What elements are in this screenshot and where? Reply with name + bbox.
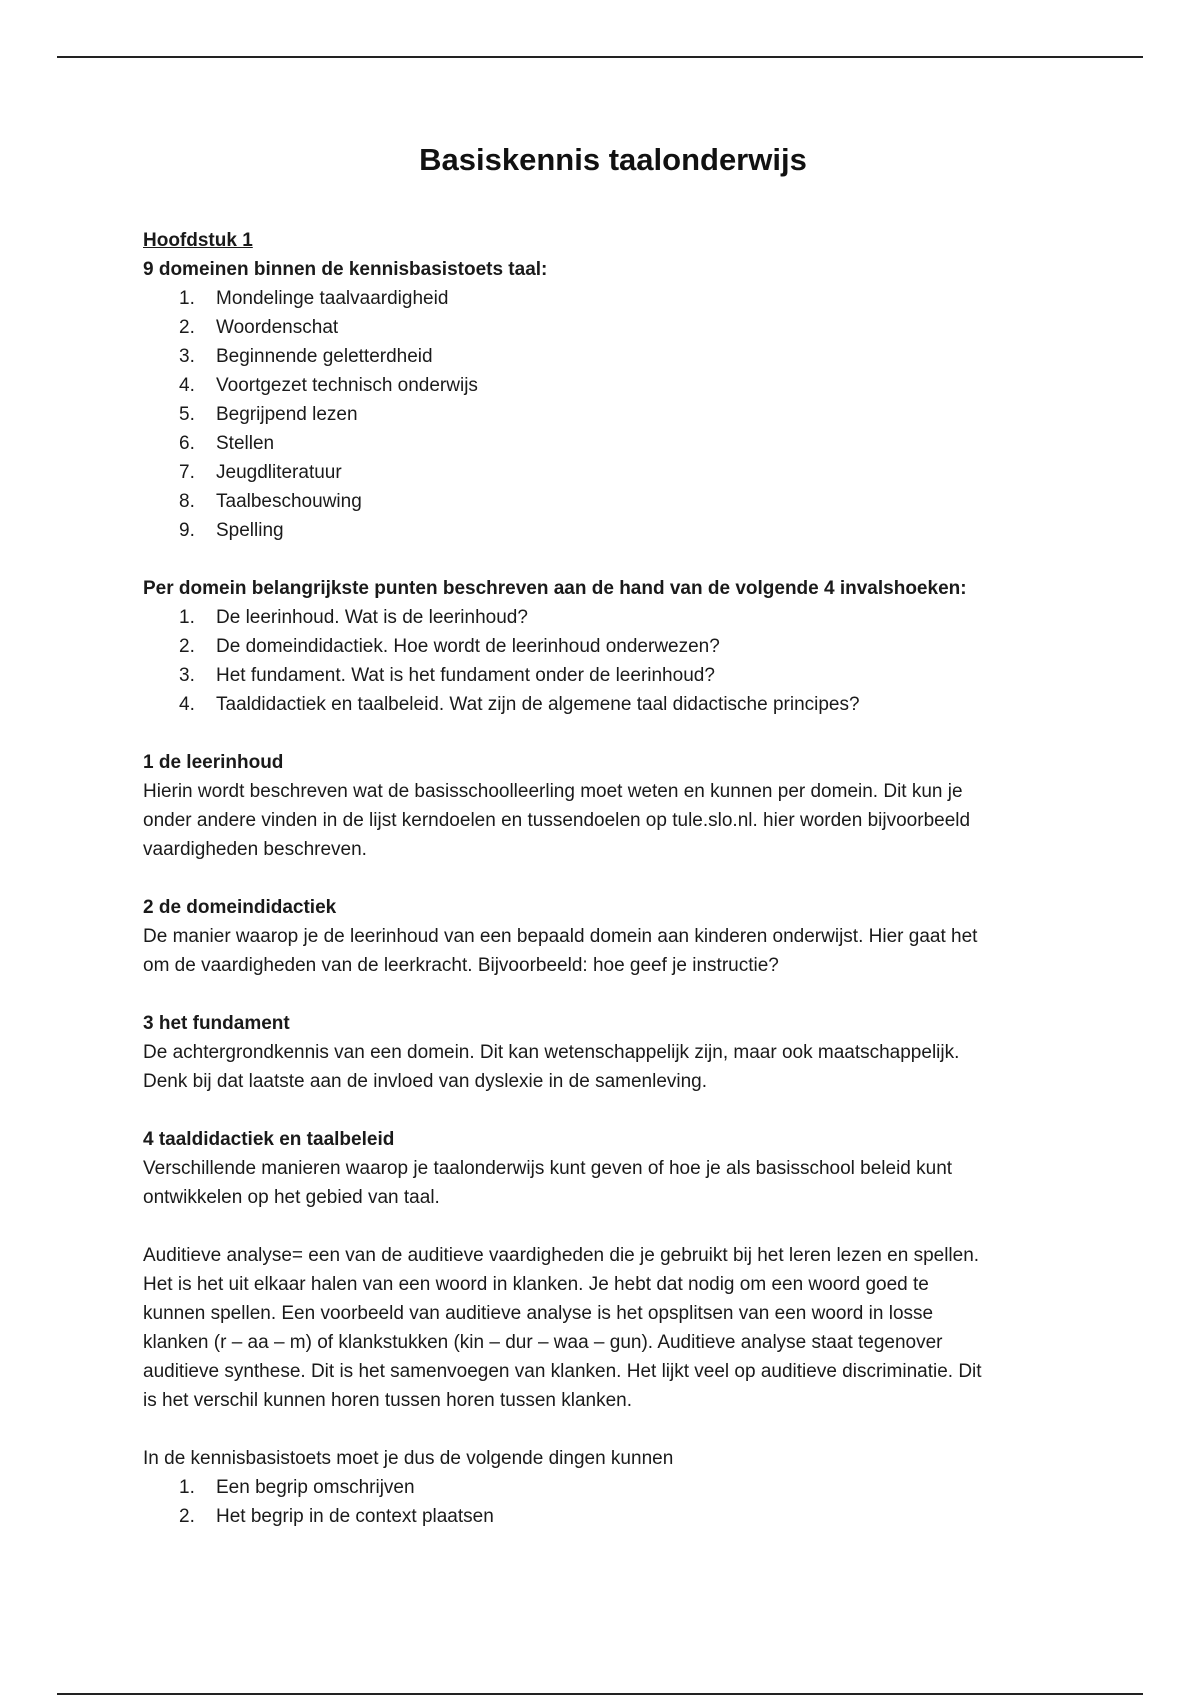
test-list: [143, 1473, 1063, 1531]
paragraph-line: vaardigheden beschreven.: [143, 839, 367, 860]
paragraph-line: De manier waarop je de leerinhoud van een bepaald domein aan kinderen onderwijst. Hier gaat het: [143, 926, 978, 947]
domains-heading: 9 domeinen binnen de kennisbasistoets taal:: [143, 259, 548, 280]
list-item: 1. Mondelinge taalvaardigheid: [179, 288, 449, 309]
list-item: 5. Begrijpend lezen: [179, 404, 358, 425]
bottom-rule: [57, 1693, 1143, 1695]
section-heading-fundament: 3 het fundament: [143, 1013, 290, 1034]
list-item: 2. De domeindidactiek. Hoe wordt de leerinhoud onderwezen?: [179, 636, 720, 657]
document-title: Basiskennis taalonderwijs: [419, 142, 807, 177]
paragraph-line: kunnen spellen. Een voorbeeld van auditieve analyse is het opsplitsen van een woord in losse: [143, 1303, 934, 1324]
list-item: 1. Een begrip omschrijven: [179, 1477, 415, 1498]
list-item: 6. Stellen: [179, 433, 275, 454]
perspectives-heading: Per domein belangrijkste punten beschreven aan de hand van de volgende 4 invalshoeken:: [143, 578, 967, 599]
list-item: 2. Woordenschat: [179, 317, 339, 338]
list-item: 2. Het begrip in de context plaatsen: [179, 1506, 494, 1527]
domains-list: [143, 284, 1063, 545]
section-heading-domeindidactiek: 2 de domeindidactiek: [143, 897, 337, 918]
list-item: 3. Beginnende geletterdheid: [179, 346, 433, 367]
list-item: 3. Het fundament. Wat is het fundament onder de leerinhoud?: [179, 665, 715, 686]
list-item: 9. Spelling: [179, 520, 284, 541]
list-item: 7. Jeugdliteratuur: [179, 462, 342, 483]
paragraph-line: Verschillende manieren waarop je taalonderwijs kunt geven of hoe je als basisschool beleid kunt: [143, 1158, 953, 1179]
perspectives-list: [143, 603, 1063, 719]
chapter-heading: Hoofdstuk 1: [143, 230, 253, 251]
list-item: 1. De leerinhoud. Wat is de leerinhoud?: [179, 607, 528, 628]
document-page: [143, 140, 1063, 1531]
paragraph-line: om de vaardigheden van de leerkracht. Bijvoorbeeld: hoe geef je instructie?: [143, 955, 779, 976]
paragraph-line: Het is het uit elkaar halen van een woord in klanken. Je hebt dat nodig om een woord goed te: [143, 1274, 929, 1295]
section-heading-leerinhoud: 1 de leerinhoud: [143, 752, 284, 773]
paragraph-line: Denk bij dat laatste aan de invloed van dyslexie in de samenleving.: [143, 1071, 708, 1092]
paragraph-line: is het verschil kunnen horen tussen horen tussen klanken.: [143, 1390, 633, 1411]
paragraph-line: De achtergrondkennis van een domein. Dit kan wetenschappelijk zijn, maar ook maatschappelijk.: [143, 1042, 960, 1063]
paragraph-line: onder andere vinden in de lijst kerndoelen en tussendoelen op tule.slo.nl. hier worden bijvoorbeeld: [143, 810, 971, 831]
paragraph-line: klanken (r – aa – m) of klankstukken (kin – dur – waa – gun). Auditieve analyse staat tegenover: [143, 1332, 943, 1353]
list-item: 4. Taaldidactiek en taalbeleid. Wat zijn de algemene taal didactische principes?: [179, 694, 860, 715]
test-intro: In de kennisbasistoets moet je dus de volgende dingen kunnen: [143, 1448, 674, 1469]
list-item: 4. Voortgezet technisch onderwijs: [179, 375, 478, 396]
paragraph-line: Auditieve analyse= een van de auditieve vaardigheden die je gebruikt bij het leren lezen en spellen.: [143, 1245, 980, 1266]
paragraph-line: auditieve synthese. Dit is het samenvoegen van klanken. Het lijkt veel op auditieve discriminatie. Dit: [143, 1361, 982, 1382]
top-rule: [57, 56, 1143, 58]
section-heading-taaldidactiek: 4 taaldidactiek en taalbeleid: [143, 1129, 395, 1150]
paragraph-line: Hierin wordt beschreven wat de basisschoolleerling moet weten en kunnen per domein. Dit kun je: [143, 781, 963, 802]
paragraph-line: ontwikkelen op het gebied van taal.: [143, 1187, 440, 1208]
list-item: 8. Taalbeschouwing: [179, 491, 362, 512]
